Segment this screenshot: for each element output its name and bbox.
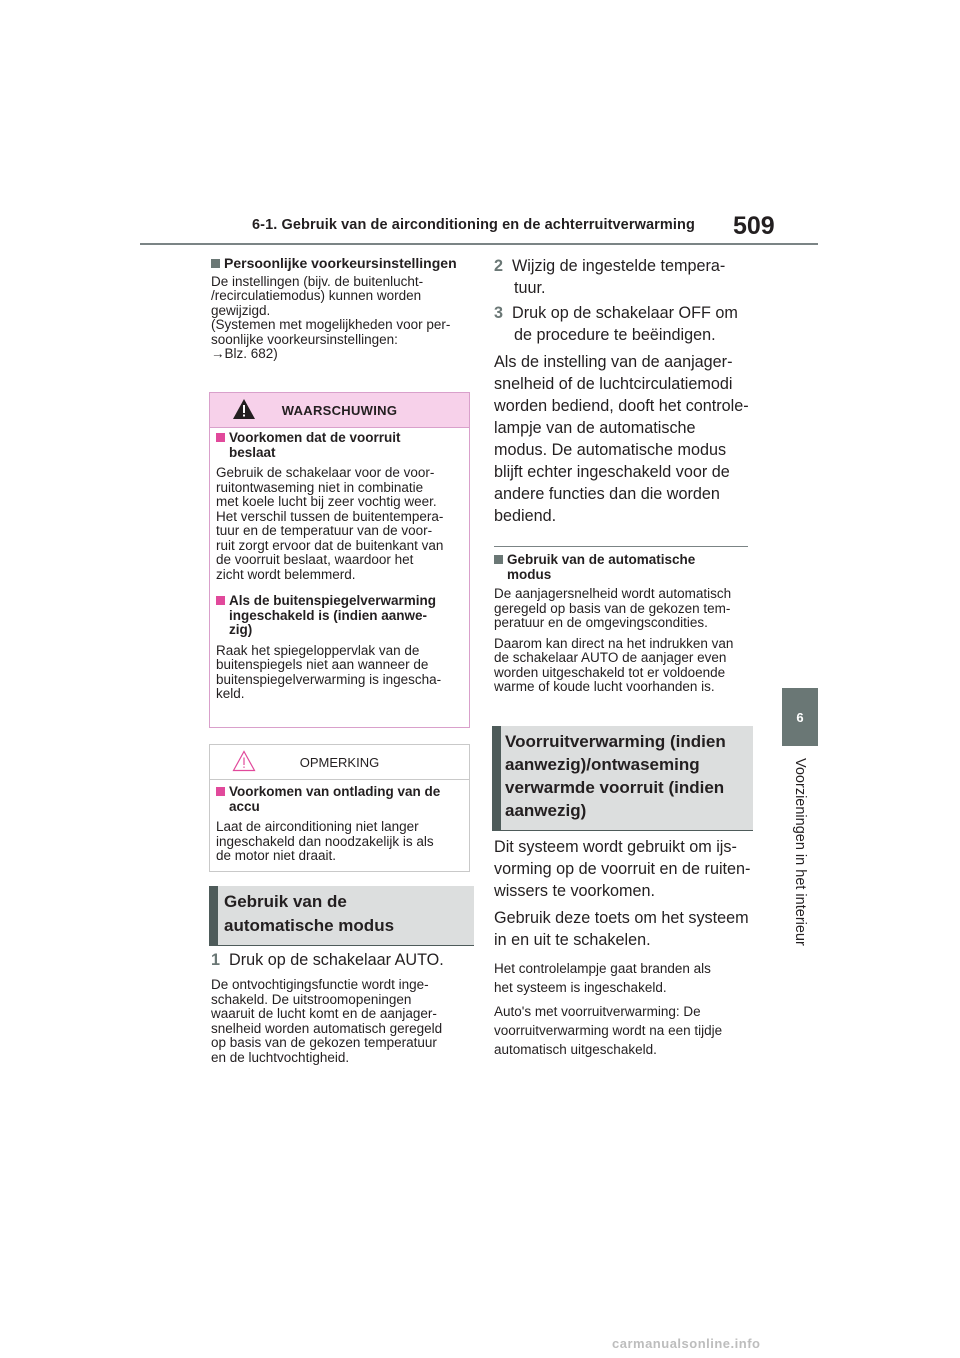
caution-triangle-icon: [232, 750, 256, 772]
chapter-tab[interactable]: 6: [782, 688, 818, 746]
warning-box: [209, 392, 470, 728]
auto-use-heading: Gebruik van de automatische modus: [494, 553, 759, 582]
warning-item-text: Gebruik de schakelaar voor de voor- ruitontwaseming niet in combinatie met koele lucht bij zeer vochtig weer. Het verschil tussen de buitentempera- tuur en de temperatuur van de voor- ruit zorgt ervoor dat de buitenkant van de voorruit beslaat, waardoor het zicht wordt belemmerd.: [216, 465, 444, 582]
step-text: Druk op de schakelaar AUTO.: [229, 951, 444, 969]
pref-text: [211, 275, 473, 362]
warning-item-text: Raak het spiegeloppervlak van de buitenspiegels niet aan wanneer de buitenspiegelverwarming is ingescha- keld.: [216, 642, 442, 701]
defrost-note-1: Het controlelampje gaat branden als het systeem is ingeschakeld.: [494, 961, 711, 995]
step-number: 3: [494, 304, 504, 322]
chapter-label: [782, 758, 818, 958]
divider: [494, 546, 748, 547]
defrost-section: [494, 836, 759, 1059]
bullet-square-icon: [216, 433, 225, 442]
warning-title: WAARSCHUWING: [281, 402, 398, 418]
source-watermark: carmanualsonline.info: [612, 1336, 761, 1351]
warning-item-heading: Voorkomen dat de voorruit beslaat: [216, 431, 463, 460]
bullet-square-icon: [494, 555, 503, 564]
note-box: [209, 744, 470, 872]
note-header: [210, 745, 469, 780]
warning-header: [210, 393, 469, 428]
bullet-square-icon: [216, 596, 225, 605]
section-heading-defrost: Voorruitverwarming (indien aanwezig)/ontwaseming verwarmde voorruit (indien aanwezig): [492, 726, 753, 831]
defrost-text-1: Dit systeem wordt gebruikt om ijs- vorming op de voorruit en de ruiten- wissers te voorkomen.: [494, 838, 751, 900]
page-number: 509: [733, 212, 775, 240]
step-2: 2 Wijzig de ingestelde tempera- tuur.: [494, 257, 726, 297]
bullet-square-icon: [211, 259, 220, 268]
warning-item-heading: Als de buitenspiegelverwarming ingeschakeld is (indien aanwe- zig): [216, 594, 463, 638]
text-line: gewijzigd.: [211, 302, 271, 318]
text-line: (Systemen met mogelijkheden voor per-: [211, 317, 451, 332]
auto-mode-paragraph: Als de instelling van de aanjager- snelheid of de luchtcirculatiemodi worden bediend, dooft het controle- lampje van de automatische modus. De automatische modus blijft echter ingeschakeld voor de andere functies dan die worden bediend.: [494, 353, 749, 525]
auto-use-text-2: Daarom kan direct na het indrukken van de schakelaar AUTO de aanjager even worden uitgeschakeld tot er voldoende warme of koude lucht voorhanden is.: [494, 635, 734, 694]
step-number: 2: [494, 257, 504, 275]
note-item-text: Laat de airconditioning niet langer ingeschakeld dan noodzakelijk is als de motor niet draait.: [216, 819, 434, 863]
pref-heading: Persoonlijke voorkeursinstellingen: [211, 256, 473, 271]
text-line: soonlijke voorkeursinstellingen:: [211, 331, 398, 347]
bullet-square-icon: [216, 787, 225, 796]
page-link[interactable]: →Blz. 682): [211, 346, 278, 361]
note-title: OPMERKING: [299, 754, 380, 770]
auto-use-text-1: De aanjagersnelheid wordt automatisch geregeld op basis van de gekozen tem- peratuur en de omgevingscondities.: [494, 586, 732, 630]
text-line: /recirculatiemodus) kunnen worden: [211, 288, 422, 303]
text-line: De instellingen (bijv. de buitenlucht-: [211, 273, 424, 289]
step-3: 3 Druk op de schakelaar OFF om de procedure te beëindigen.: [494, 304, 738, 344]
warning-triangle-icon: [232, 398, 256, 420]
header-rule: [140, 243, 818, 245]
section-heading-auto: Gebruik van de automatische modus: [209, 886, 474, 946]
note-item-heading: Voorkomen van ontlading van de accu: [216, 785, 463, 814]
pref-section: [211, 256, 473, 362]
step-number: 1: [211, 951, 221, 969]
step-1: [211, 949, 473, 1065]
header-title: 6-1. Gebruik van de airconditioning en de achterruitverwarming: [252, 217, 695, 233]
defrost-text-2: Gebruik deze toets om het systeem in en uit te schakelen.: [494, 909, 749, 949]
auto-use-section: [494, 553, 759, 695]
step-1-detail: De ontvochtigingsfunctie wordt inge- schakeld. De uitstroomopeningen waaruit de lucht komt en de aanjager- snelheid worden automatisch geregeld op basis van de gekozen temperatuur en de luchtvochtigheid.: [211, 977, 443, 1065]
defrost-note-2: Auto's met voorruitverwarming: De voorruitverwarming wordt na een tijdje automatisch uitgeschakeld.: [494, 1004, 723, 1057]
chapter-label-text: Voorzieningen in het interieur: [792, 758, 808, 946]
